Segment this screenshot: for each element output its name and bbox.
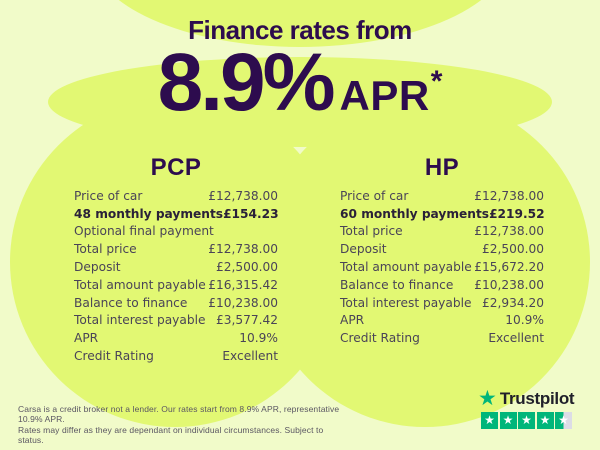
trustpilot-brand-text: Trustpilot — [499, 388, 575, 408]
trustpilot-badge — [478, 388, 582, 429]
banner-title: Finance rates from — [188, 15, 412, 45]
rate-asterisk: * — [430, 65, 443, 99]
legal-disclaimer — [18, 404, 348, 446]
row-value: £154.23 — [223, 206, 279, 221]
table-row — [340, 294, 544, 312]
row-label: Deposit — [340, 242, 387, 257]
table-row — [74, 294, 278, 312]
table-row — [74, 187, 278, 205]
hp-table — [340, 155, 544, 347]
trustpilot-logo — [478, 388, 582, 409]
disclaimer-line-2: Rates may differ as they are dependant on individual circumstances. Subject to status. — [18, 424, 324, 446]
row-label: Balance to finance — [340, 277, 454, 292]
row-value: Excellent — [488, 331, 544, 346]
table-row — [340, 276, 544, 294]
row-label: Total amount payable — [340, 260, 472, 275]
table-row — [74, 347, 278, 365]
table-row — [74, 329, 278, 347]
row-label: 60 monthly payments — [340, 206, 490, 221]
row-label: Credit Rating — [340, 331, 420, 346]
trustpilot-star-box: ★ — [518, 412, 535, 429]
row-label: Total interest payable — [340, 295, 472, 310]
trustpilot-star-box: ★ — [537, 412, 554, 429]
hp-table-rows — [340, 187, 544, 347]
trustpilot-star-box: ★ — [555, 412, 572, 429]
row-label: Total price — [340, 224, 403, 239]
row-value: £16,315.42 — [208, 277, 278, 292]
row-label: Price of car — [74, 188, 143, 203]
rate-unit: APR — [339, 72, 430, 119]
row-label: Credit Rating — [74, 349, 154, 364]
pcp-table-title: PCP — [150, 154, 202, 181]
hp-table-title: HP — [424, 154, 460, 181]
row-value: £10,238.00 — [208, 295, 278, 310]
table-row — [74, 276, 278, 294]
table-row — [340, 312, 544, 330]
disclaimer-line-1: Carsa is a credit broker not a lender. Our rates start from 8.9% APR, representative 10.9% APR. — [18, 404, 340, 425]
row-label: Price of car — [340, 188, 409, 203]
table-row — [340, 223, 544, 241]
table-row — [74, 223, 278, 241]
table-row — [74, 258, 278, 276]
row-label: Total interest payable — [74, 313, 206, 328]
row-value: 10.9% — [505, 313, 544, 328]
row-value: 10.9% — [239, 331, 278, 346]
table-row — [74, 240, 278, 258]
trustpilot-star-icon: ★ — [478, 387, 497, 410]
row-value: £3,577.42 — [215, 313, 278, 328]
row-value: £219.52 — [489, 206, 545, 221]
row-label: Total amount payable — [74, 277, 206, 292]
headline-rate — [0, 37, 600, 128]
row-value: Excellent — [222, 349, 278, 364]
trustpilot-rating-stars — [481, 412, 582, 429]
table-row — [340, 187, 544, 205]
row-value: £2,500.00 — [481, 242, 544, 257]
row-value: £12,738.00 — [474, 224, 544, 239]
trustpilot-star-box: ★ — [500, 412, 517, 429]
row-value: £12,738.00 — [208, 242, 278, 257]
row-label: Deposit — [74, 260, 121, 275]
row-label: Optional final payment — [74, 224, 214, 239]
table-row — [340, 240, 544, 258]
row-value: £10,238.00 — [474, 277, 544, 292]
row-label: Balance to finance — [74, 295, 188, 310]
row-value: £2,500.00 — [215, 260, 278, 275]
pcp-table-rows — [74, 187, 278, 365]
row-label: APR — [74, 331, 99, 346]
row-label: APR — [340, 313, 365, 328]
table-row — [340, 205, 544, 223]
trustpilot-star-box: ★ — [481, 412, 498, 429]
row-value: £12,738.00 — [474, 188, 544, 203]
table-row — [340, 329, 544, 347]
row-value: £15,672.20 — [474, 260, 544, 275]
table-row — [74, 312, 278, 330]
row-label: Total price — [74, 242, 137, 257]
pcp-table — [74, 155, 278, 365]
table-row — [74, 205, 278, 223]
table-row — [340, 258, 544, 276]
rate-value: 8.9% — [157, 37, 333, 128]
row-label: 48 monthly payments — [74, 206, 224, 221]
row-value: £2,934.20 — [481, 295, 544, 310]
row-value: £12,738.00 — [208, 188, 278, 203]
